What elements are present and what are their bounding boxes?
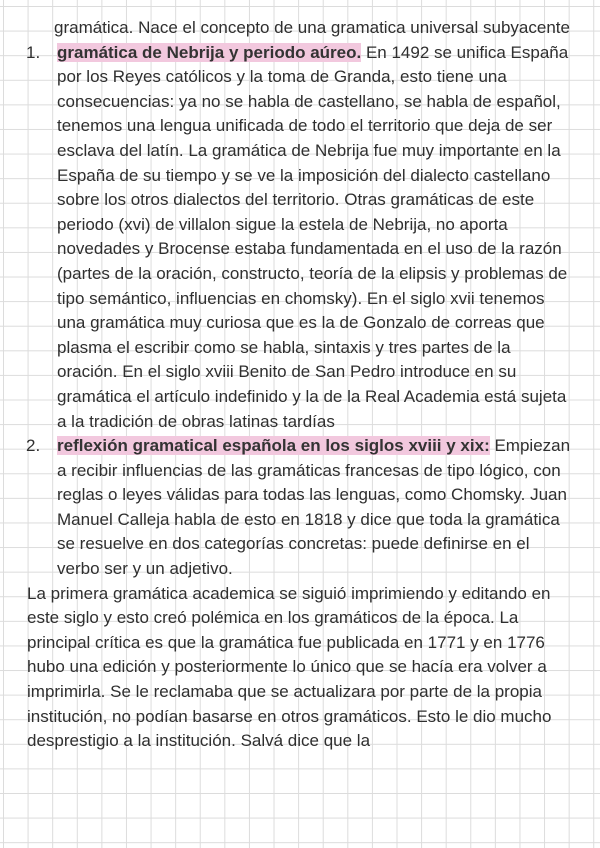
notes-page — [0, 16, 600, 754]
section-item-2 — [0, 434, 572, 582]
section-number: 2. — [26, 436, 41, 456]
section-number: 1. — [26, 42, 41, 62]
numbered-sections — [0, 41, 600, 582]
section-body-text: Empiezan a recibir influencias de las gramáticas francesas de tipo lógico, con reglas o leyes válidas para todas las lenguas, como Chomsky. Juan Manuel Calleja habla de esto en 1818 y dice que toda la gramática se resuelve en dos categorías concretas: puede definirse en el verbo ser y un adjetivo. — [57, 436, 571, 579]
section-heading-highlighted: gramática de Nebrija y periodo aúreo. — [57, 42, 362, 62]
section-heading-highlighted: reflexión gramatical española en los siglos xviii y xix: — [57, 436, 490, 456]
section-body-text: En 1492 se unifica España por los Reyes católicos y la toma de Granda, esto tiene una consecuencias: ya no se habla de castellano, se habla de español, tenemos una lengua unificada de todo el territorio que deja de ser esclava del latín. La gramática de Nebrija fue muy importante en la España de su tiempo y se ve la imposición del dialecto castellano sobre los otros dialectos del territorio. Otras gramáticas de este periodo (xvi) de villalon sigue la estela de Nebrija, no aporta novedades y Brocense estaba fundamentada en el uso de la razón (partes de la oración, constructo, teoría de la elipsis y problemas de tipo semántico, influencias en chomsky). En el siglo xvii tenemos una gramática muy curiosa que es la de Gonzalo de correas que plasma el escribir como se habla, sintaxis y tres partes de la oración. En el siglo xviii Benito de San Pedro introduce en su gramática el artículo indefinido y la de la Real Academia está sujeta a la tradición de obras latinas tardías — [57, 42, 569, 431]
closing-paragraph: La primera gramática academica se siguió imprimiendo y editando en este siglo y esto creó polémica en los gramáticos de la época. La principal crítica es que la gramática fue publicada en 1771 y en 1776 hubo una edición y posteriormente lo único que se hacía era volver a imprimirla. Se le reclamaba que se actualizara por parte de la propia institución, no podían basarse en otros gramáticos. Esto le dio mucho desprestigio a la institución. Salvá dice que la — [27, 583, 552, 751]
section-item-1 — [0, 41, 572, 435]
intro-paragraph: gramática. Nace el concepto de una gramatica universal subyacente — [54, 18, 570, 37]
